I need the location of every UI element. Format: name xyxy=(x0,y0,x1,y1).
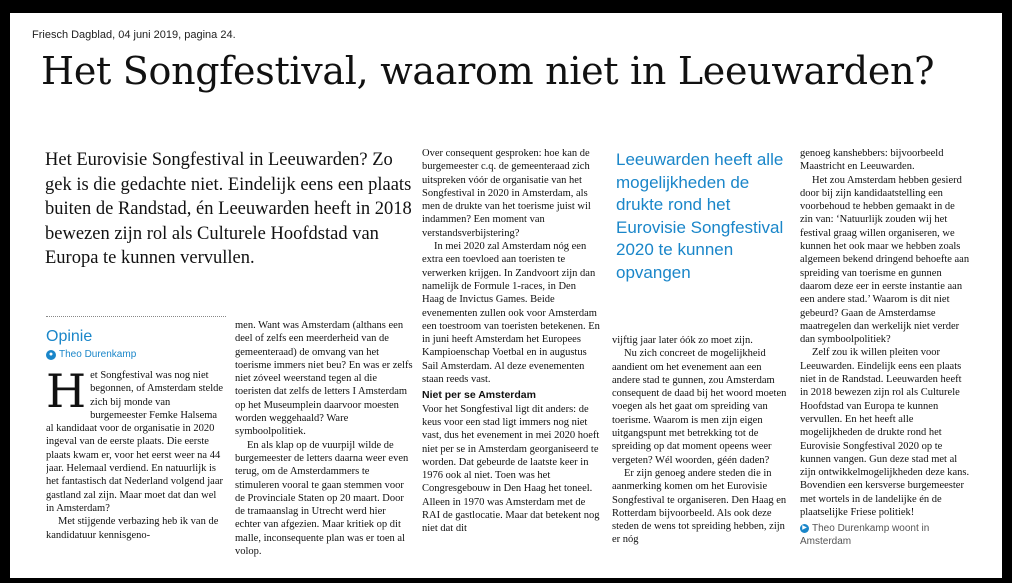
col1-paragraph-2: Met stijgende verbazing heb ik van de kandidatuur kennisgeno- xyxy=(46,516,219,541)
col3-subhead: Niet per se Amsterdam xyxy=(422,389,536,402)
column-2 xyxy=(235,319,413,569)
col5-paragraph-1: genoeg kanshebbers: bijvoorbeeld Maastricht en Leeuwarden. xyxy=(800,148,944,173)
column-1 xyxy=(46,369,224,569)
headline: Het Songfestival, waarom niet in Leeuwarden? xyxy=(41,49,935,93)
play-icon: ▶ xyxy=(800,524,809,533)
lead-paragraph: Het Eurovisie Songfestival in Leeuwarden? Zo gek is die gedachte niet. Eindelijk eens een plaats buiten de Randstad, én Leeuwarden heeft in 2018 bewezen zijn rol als Culturele Hoofdstad van Europa te kunnen vervullen. xyxy=(45,150,412,268)
col1-paragraph-1: et Songfestival was nog niet begonnen, of Amsterdam stelde zich bij monde van burgemeester Femke Halsema al kandidaat voor de organisatie in 2020 ingeval van de eerste plaats. Die eerste plaats kwam er, voor het eerst weer na 44 jaar. Helemaal verdiend. En natuurlijk is het fantastisch dat Nederland volgend jaar gastland zal zijn. Maar moet dat dan wel in Amsterdam? xyxy=(46,370,224,514)
column-5 xyxy=(800,147,970,519)
col5-paragraph-3: Zelf zou ik willen pleiten voor Leeuwarden. Eindelijk eens een plaats niet in de Randstad. Leeuwarden heeft in 2018 bewezen zijn rol als Culturele Hoofdstad van Europa te kunnen vervullen. En het heeft alle mogelijkheden de drukte rond het Eurovisie Songfestival 2020 op te kunnen vangen. Gun deze stad met al zijn ontwikkelmogelijkheden deze kans. Bovendien een kersverse burgemeester met wortels in de landelijke én de plaatselijke Friese politiek! xyxy=(800,347,970,519)
column-3 xyxy=(422,147,600,569)
col4-paragraph-3: Er zijn genoeg andere steden die in aanmerking komen om het Eurovisie Songfestival te organiseren. Den Haag en Rotterdam bijvoorbeeld. Als ook deze steden de wens tot spreiding hebben, zijn er nóg xyxy=(612,467,787,546)
section-divider xyxy=(46,316,226,317)
byline xyxy=(46,349,136,360)
col3-paragraph-2: In mei 2020 zal Amsterdam nóg een extra een toevloed aan toeristen te verwerken krijgen. In Zandvoort zijn dan namelijk de Formule 1-races, in Den Haag de Invictus Games. Beide evenementen zullen ook voor Amsterdam een toestroom van toeristen betekenen. En in juni heeft Amsterdam het Europees Kampioenschap Voetbal en in augustus Sail Amsterdam. Al deze evenementen staan reeds vast. xyxy=(422,241,600,386)
publication-meta: Friesch Dagblad, 04 juni 2019, pagina 24. xyxy=(32,29,236,41)
person-icon: ● xyxy=(46,350,56,360)
pull-quote: Leeuwarden heeft alle mogelijkheden de drukte rond het Eurovisie Songfestival 2020 te kunnen opvangen xyxy=(616,150,784,282)
dropcap: H xyxy=(46,369,87,418)
author-note xyxy=(800,523,960,548)
col3-paragraph-1: Over consequent gesproken: hoe kan de burgemeester c.q. de gemeenteraad zich uitspreken vóór de organisatie van het Songfestival in 2020 in Amsterdam, als men de drukte van het toerisme juist wil indammen? Een moment van verstandsverbijstering? xyxy=(422,148,591,239)
column-4 xyxy=(612,334,790,569)
newspaper-page xyxy=(10,13,1002,578)
section-label: Opinie xyxy=(46,328,93,345)
col5-paragraph-2: Het zou Amsterdam hebben gesierd door bij zijn kandidaatstelling een voorbehoud te hebben gemaakt in de zin van: ‘Natuurlijk zouden wij het festival graag willen organiseren, we kunnen het ook maar we hebben zoals algemeen bekend dringend behoefte aan spreiding van toerisme en gunnen daarom deze eer in eerste instantie aan een andere stad.’ Waarom is dit niet gebeurd? Gaan de Amsterdamse maatregelen dan werkelijk niet verder dan symboolpolitiek? xyxy=(800,174,970,346)
col3-paragraph-3: Voor het Songfestival ligt dit anders: de keus voor een stad ligt immers nog niet vast, dus het evenement in mei 2020 hoeft niet per se in Amsterdam georganiseerd te worden. Dat gebeurde de laatste keer in 1976 ook al niet. Toen was het Congresgebouw in Den Haag het toneel. Alleen in 1970 was Amsterdam met de RAI de gastlocatie. Maar dat betekent nog niet dat dit xyxy=(422,403,600,535)
col4-paragraph-1: vijftig jaar later óók zo moet zijn. xyxy=(612,335,753,346)
author-note-text: Theo Durenkamp woont in Amsterdam xyxy=(800,523,930,547)
col2-paragraph-1: men. Want was Amsterdam (althans een deel of zelfs een meerderheid van de gemeenteraad) de omvang van het toerisme immers niet beu? En was er zelfs niet zóveel weerstand tegen al die toeristen dat zelfs de letters I Amsterdam op het Museumplein daarvoor moesten worden weggehaald? Ware symboolpolitiek. xyxy=(235,320,413,438)
col2-paragraph-2: En als klap op de vuurpijl wilde de burgemeester de letters daarna weer even terug, om de Amsterdammers te stimuleren vooral te gaan stemmen voor de Provinciale Staten op 20 maart. Door de tramaanslag in Utrecht werd hier echter van afgezien. Maar kritiek op dit malle, inconsequente plan was er toen al volop. xyxy=(235,439,409,558)
col4-paragraph-2: Nu zich concreet de mogelijkheid aandient om het evenement aan een andere stad te gunnen, zou Amsterdam consequent de daad bij het woord moeten voegen als het gaat om spreiding van toerisme. Waarom is men zijn eigen uitgangspunt met betrekking tot de spreiding op dat moment opeens weer vergeten? Wél woorden, géén daden? xyxy=(612,348,787,466)
byline-author: Theo Durenkamp xyxy=(59,349,137,360)
